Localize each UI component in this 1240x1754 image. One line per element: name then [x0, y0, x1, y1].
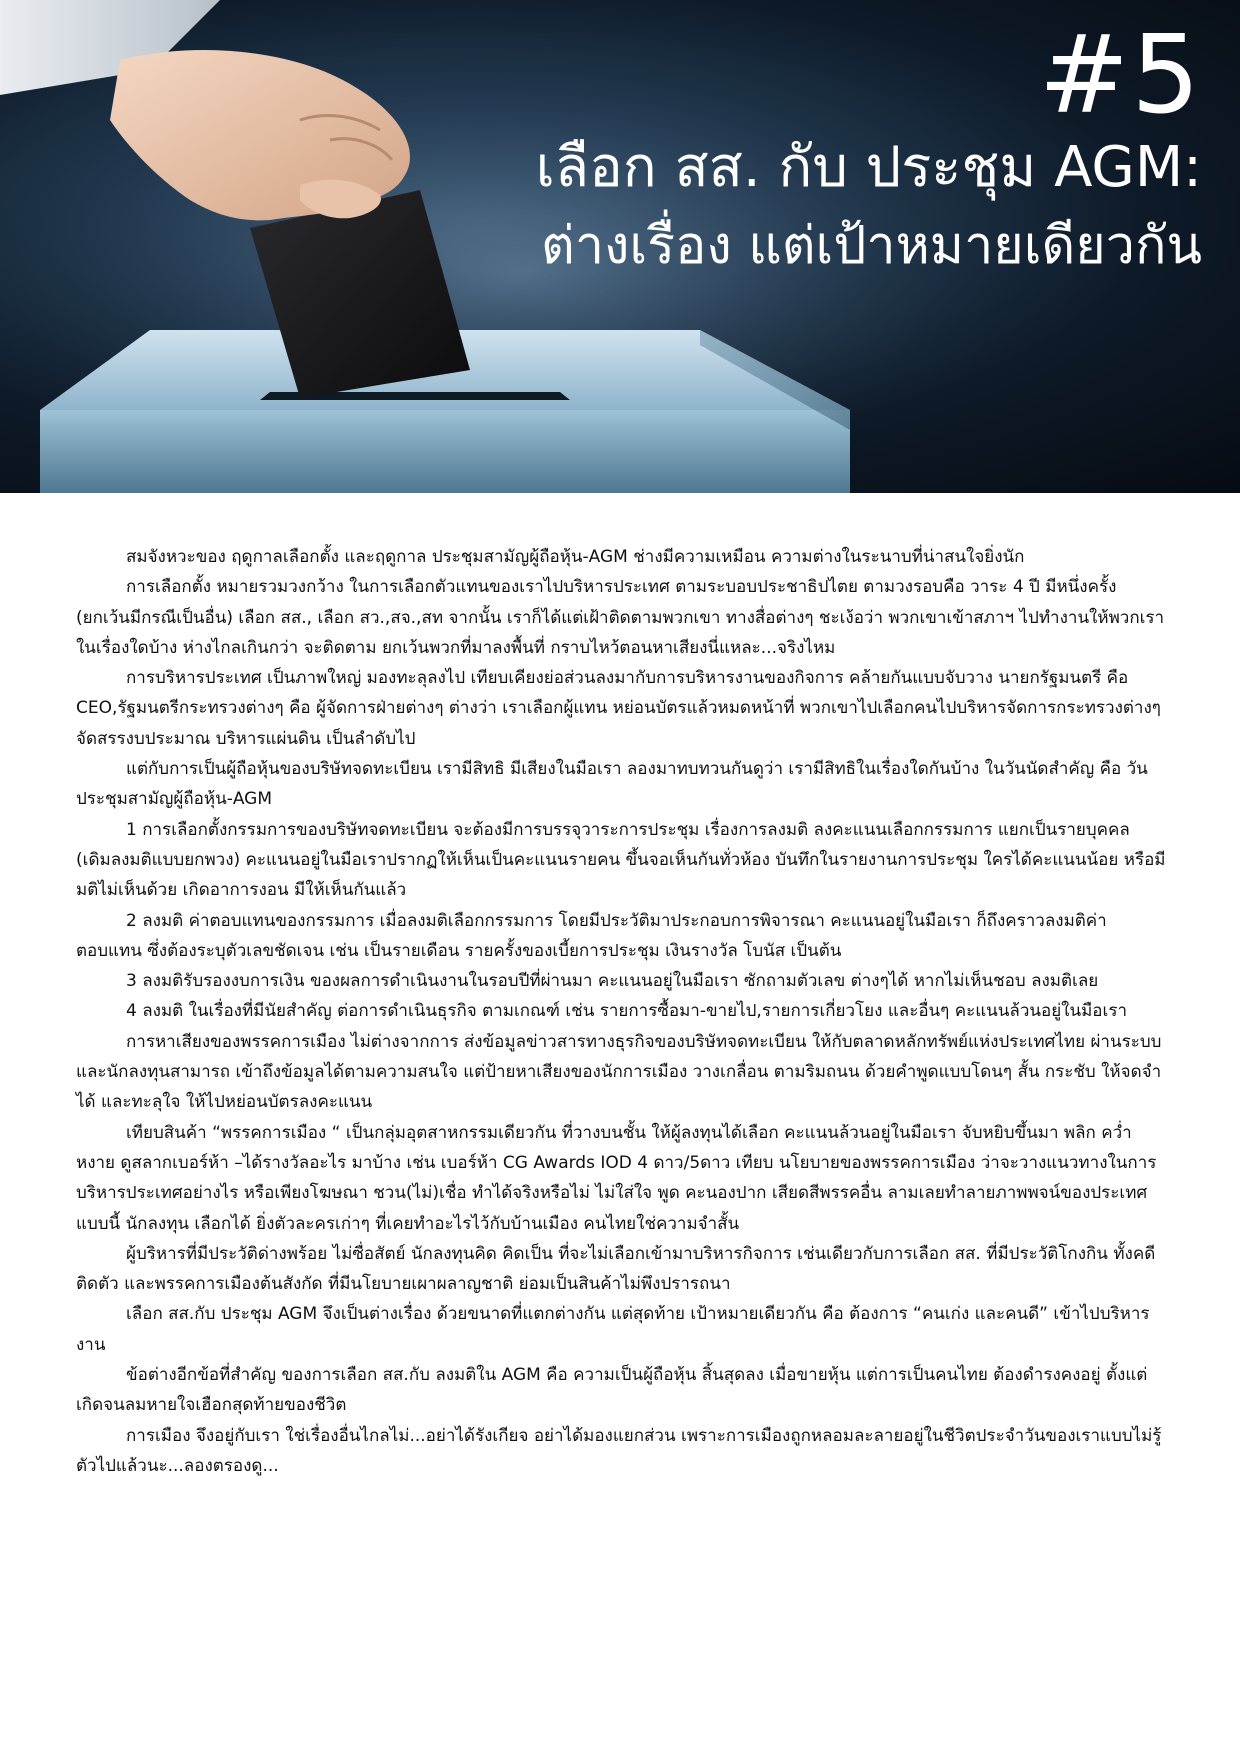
- issue-number: #5: [1038, 13, 1202, 138]
- paragraph: เลือก สส.กับ ประชุม AGM จึงเป็นต่างเรื่อง ด้วยขนาดที่แตกต่างกัน แต่สุดท้าย เป้าหมายเดียวกัน คือ ต้องการ “คนเก่ง และคนดี” เข้าไปบริหารงาน: [76, 1304, 1150, 1355]
- paragraph: สมจังหวะของ ฤดูกาลเลือกตั้ง และฤดูกาล ประชุมสามัญผู้ถือหุ้น-AGM ช่างมีความเหมือน ความต่างในระนาบที่น่าสนใจยิ่งนัก: [126, 547, 1025, 567]
- paragraph: เทียบสินค้า “พรรคการเมือง “ เป็นกลุ่มอุตสาหกรรมเดียวกัน ที่วางบนชั้น ให้ผู้ลงทุนได้เลือก คะแนนล้วนอยู่ในมือเรา จับหยิบขึ้นมา พลิก คว่ำหงาย ดูสลากเบอร์ห้า –ได้รางวัลอะไร มาบ้าง เช่น เบอร์ห้า CG Awards IOD 4 ดาว/5ดาว เทียบ นโยบายของพรรคการเมือง ว่าจะวางแนวทางในการบริหารประเทศอย่างไร หรือเพียงโฆษณา ชวน(ไม่)เชื่อ ทำได้จริงหรือไม่ ไม่ใส่ใจ พูด คะนองปาก เสียดสีพรรคอื่น ลามเลยทำลายภาพพจน์ของประเทศ แบบนี้ นักลงทุน เลือกได้ ยิ่งตัวละครเก่าๆ ที่เคยทำอะไรไว้กับบ้านเมือง คนไทยใช่ความจำสั้น: [76, 1122, 1157, 1234]
- paragraph: 2 ลงมติ ค่าตอบแทนของกรรมการ เมื่อลงมติเลือกกรรมการ โดยมีประวัติมาประกอบการพิจารณา คะแนนอยู่ในมือเรา ก็ถึงคราวลงมติค่าตอบแทน ซึ่งต้องระบุตัวเลขชัดเจน เช่น เป็นรายเดือน รายครั้งของเบี้ยการประชุม เงินรางวัล โบนัส เป็นต้น: [76, 910, 1107, 961]
- paragraph: แต่กับการเป็นผู้ถือหุ้นของบริษัทจดทะเบียน เรามีสิทธิ มีเสียงในมือเรา ลองมาทบทวนกันดูว่า เรามีสิทธิในเรื่องใดกันบ้าง ในวันนัดสำคัญ คือ วันประชุมสามัญผู้ถือหุ้น-AGM: [76, 759, 1148, 810]
- header-banner: [0, 0, 1240, 493]
- paragraph: ข้อต่างอีกข้อที่สำคัญ ของการเลือก สส.กับ ลงมติใน AGM คือ ความเป็นผู้ถือหุ้น สิ้นสุดลง เมื่อขายหุ้น แต่การเป็นคนไทย ต้องดำรงคงอยู่ ตั้งแต่เกิดจนลมหายใจเฮือกสุดท้ายของชีวิต: [76, 1365, 1148, 1416]
- paragraph: 3 ลงมติรับรองงบการเงิน ของผลการดำเนินงานในรอบปีที่ผ่านมา คะแนนอยู่ในมือเรา ซักถามตัวเลข ต่างๆได้ หากไม่เห็นชอบ ลงมติเลย: [126, 971, 1099, 992]
- paragraph: การบริหารประเทศ เป็นภาพใหญ่ มองทะลุลงไป เทียบเคียงย่อส่วนลงมากับการบริหารงานของกิจการ คล้ายกันแบบจับวาง นายกรัฐมนตรี คือ CEO,รัฐมนตรีกระทรวงต่างๆ คือ ผู้จัดการฝ่ายต่างๆ ต่างว่า เราเลือกผู้แทน หย่อนบัตรแล้วหมดหน้าที่ พวกเขาไปเลือกคนไปบริหารจัดการกระทรวงต่างๆ จัดสรรงบประมาณ บริหารแผ่นดิน เป็นลำดับไป: [76, 668, 1161, 749]
- page-title: เลือก สส. กับ ประชุม AGM:: [535, 135, 1202, 200]
- paragraph: การเลือกตั้ง หมายรวมวงกว้าง ในการเลือกตัวแทนของเราไปบริหารประเทศ ตามระบอบประชาธิปไตย ตามวงรอบคือ วาระ 4 ปี มีหนึ่งครั้ง (ยกเว้นมีกรณีเป็นอื่น) เลือก สส., เลือก สว.,สจ.,สท จากนั้น เราก็ได้แต่เฝ้าติดตามพวกเขา ทางสื่อต่างๆ ชะเง้อว่า พวกเขาเข้าสภาฯ ไปทำงานให้พวกเรา ในเรื่องใดบ้าง ห่างไกลเกินกว่า จะติดตาม ยกเว้นพวกที่มาลงพื้นที่ กราบไหว้ตอนหาเสียงนี่แหละ...จริงไหม: [76, 577, 1165, 658]
- paragraph: การเมือง จึงอยู่กับเรา ใช่เรื่องอื่นไกลไม่...อย่าได้รังเกียจ อย่าได้มองแยกส่วน เพราะการเมืองถูกหลอมละลายอยู่ในชีวิตประจำวันของเราแบบไม่รู้ตัวไปแล้วนะ...ลองตรองดู...: [76, 1425, 1162, 1476]
- paragraph: ผู้บริหารที่มีประวัติด่างพร้อย ไม่ซื่อสัตย์ นักลงทุนคิด คิดเป็น ที่จะไม่เลือกเข้ามาบริหารกิจการ เช่นเดียวกับการเลือก สส. ที่มีประวัติโกงกิน ทั้งคดีติดตัว และพรรคการเมืองต้นสังกัด ที่มีนโยบายเผาผลาญชาติ ย่อมเป็นสินค้าไม่พึงปรารถนา: [76, 1243, 1156, 1295]
- paragraph: 1 การเลือกตั้งกรรมการของบริษัทจดทะเบียน จะต้องมีการบรรจุวาระการประชุม เรื่องการลงมติ ลงคะแนนเลือกกรรมการ แยกเป็นรายบุคคล (เดิมลงมติแบบยกพวง) คะแนนอยู่ในมือเราปรากฏให้เห็นเป็นคะแนนรายคน ขึ้นจอเห็นกันทั่วห้อง บันทึกในรายงานการประชุม ใครได้คะแนนน้อย หรือมีมติไม่เห็นด้วย เกิดอาการงอน มีให้เห็นกันแล้ว: [76, 819, 1166, 901]
- page-subtitle: ต่างเรื่อง แต่เป้าหมายเดียวกัน: [541, 216, 1202, 276]
- paragraph: 4 ลงมติ ในเรื่องที่มีนัยสำคัญ ต่อการดำเนินธุรกิจ ตามเกณฑ์ เช่น รายการซื้อมา-ขายไป,รายการเกี่ยวโยง และอื่นๆ คะแนนล้วนอยู่ในมือเรา: [126, 1001, 1127, 1022]
- article-body: [76, 542, 1168, 1481]
- paragraph: การหาเสียงของพรรคการเมือง ไม่ต่างจากการ ส่งข้อมูลข่าวสารทางธุรกิจของบริษัทจดทะเบียน ให้กับตลาดหลักทรัพย์แห่งประเทศไทย ผ่านระบบ และนักลงทุนสามารถ เข้าถึงข้อมูลได้ตามความสนใจ แต่ป้ายหาเสียงของนักการเมือง วางเกลื่อน ตามริมถนน ด้วยคำพูดแบบโดนๆ สั้น กระชับ ให้จดจำได้ และทะลุใจ ให้ไปหย่อนบัตรลงคะแนน: [76, 1031, 1162, 1113]
